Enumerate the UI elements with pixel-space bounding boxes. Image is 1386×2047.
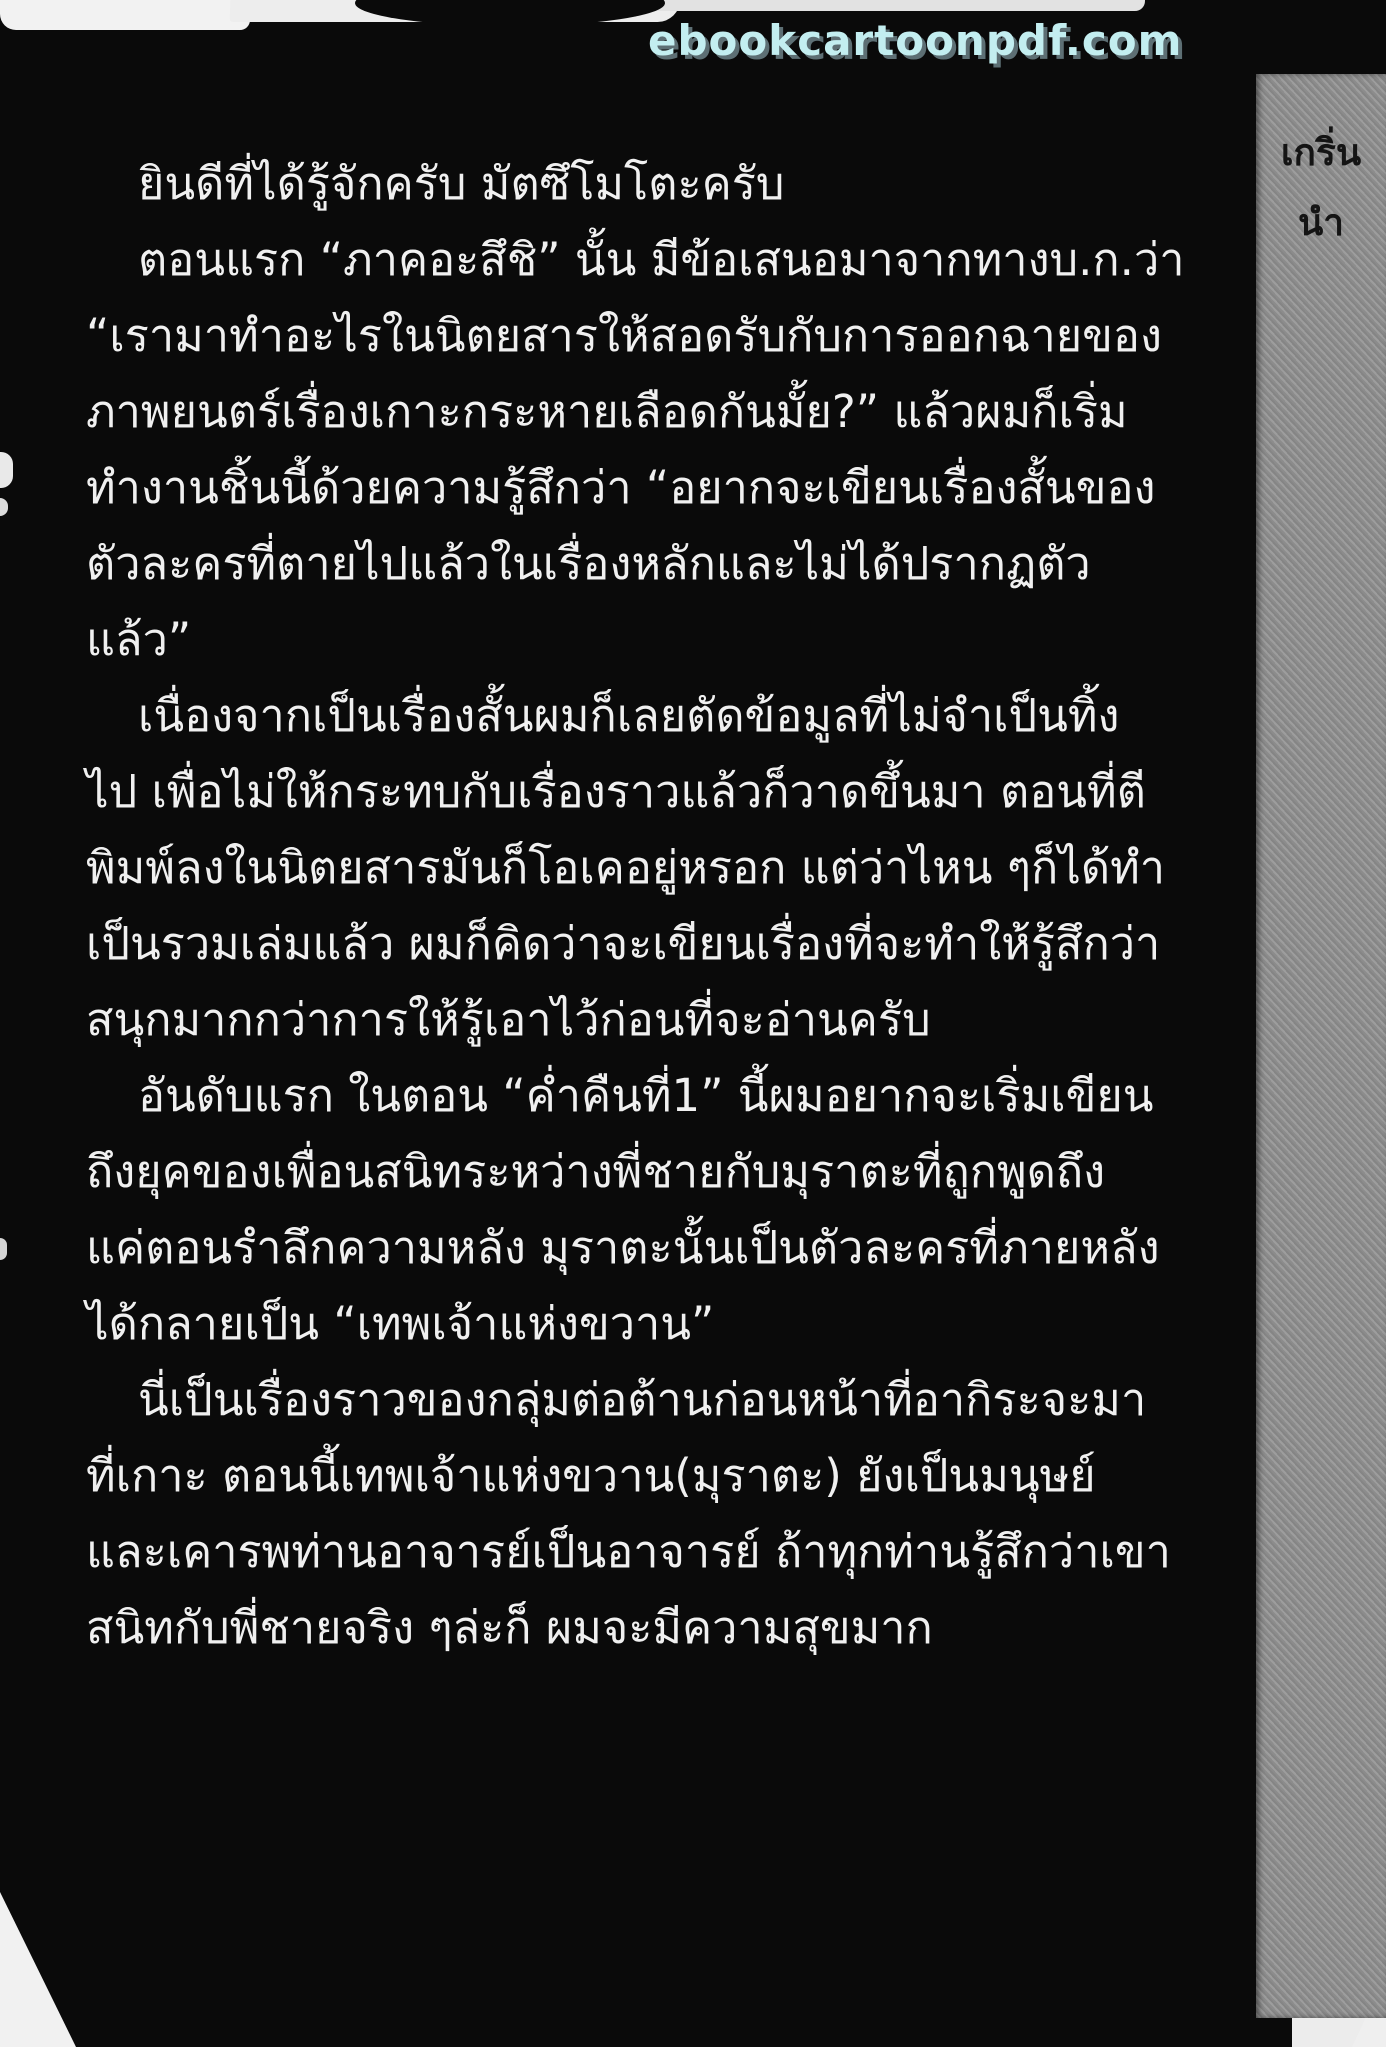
text-line-7: แล้ว”	[86, 613, 192, 666]
chapter-tab-line-1: เกริ่น	[1280, 131, 1362, 174]
text-line-15: แค่ตอนรำลึกความหลัง มุราตะนั้นเป็นตัวละครที่ภายหลัง	[86, 1221, 1160, 1274]
text-line-5: ทำงานชิ้นนี้ด้วยความรู้สึกว่า “อยากจะเขียนเรื่องสั้นของ	[86, 461, 1156, 514]
paper-edge-speck	[0, 498, 8, 516]
text-line-17: นี่เป็นเรื่องราวของกลุ่มต่อต้านก่อนหน้าที่อากิระจะมา	[138, 1373, 1147, 1426]
text-line-18: ที่เกาะ ตอนนี้เทพเจ้าแห่งขวาน(มุราตะ) ยังเป็นมนุษย์	[86, 1449, 1096, 1502]
text-line-9: ไป เพื่อไม่ให้กระทบกับเรื่องราวแล้วก็วาดขึ้นมา ตอนที่ตี	[86, 765, 1146, 818]
paper-edge-speck	[0, 1238, 7, 1260]
body-text-block	[86, 146, 1185, 1666]
text-line-8: เนื่องจากเป็นเรื่องสั้นผมก็เลยตัดข้อมูลที่ไม่จำเป็นทิ้ง	[138, 689, 1120, 742]
text-line-12: สนุกมากกว่าการให้รู้เอาไว้ก่อนที่จะอ่านครับ	[86, 993, 931, 1046]
scan-shadow-blob	[355, 0, 665, 26]
text-line-19: และเคารพท่านอาจารย์เป็นอาจารย์ ถ้าทุกท่านรู้สึกว่าเขา	[86, 1525, 1171, 1578]
paper-edge-speck	[0, 452, 13, 488]
chapter-tab-line-2: นำ	[1297, 201, 1345, 244]
text-line-10: พิมพ์ลงในนิตยสารมันก็โอเคอยู่หรอก แต่ว่าไหน ๆก็ได้ทำ	[86, 841, 1166, 894]
paper-top-edge-left	[0, 0, 250, 30]
paper-corner-fold-bottom-left	[0, 1892, 76, 2047]
text-line-11: เป็นรวมเล่มแล้ว ผมก็คิดว่าจะเขียนเรื่องที่จะทำให้รู้สึกว่า	[86, 917, 1161, 970]
text-line-2: ตอนแรก “ภาคอะสึชิ” นั้น มีข้อเสนอมาจากทางบ.ก.ว่า	[138, 233, 1185, 286]
watermark-text: ebookcartoonpdf.com	[648, 16, 1183, 65]
text-line-20: สนิทกับพี่ชายจริง ๆล่ะก็ ผมจะมีความสุขมาก	[86, 1601, 933, 1654]
text-line-16: ได้กลายเป็น “เทพเจ้าแห่งขวาน”	[86, 1297, 715, 1350]
text-line-1: ยินดีที่ได้รู้จักครับ มัตซึโมโตะครับ	[138, 157, 785, 210]
text-line-3: “เรามาทำอะไรในนิตยสารให้สอดรับกับการออกฉายของ	[86, 309, 1162, 362]
text-line-14: ถึงยุคของเพื่อนสนิทระหว่างพี่ชายกับมุราตะที่ถูกพูดถึง	[86, 1145, 1106, 1198]
chapter-tab	[1256, 118, 1386, 258]
text-line-4: ภาพยนตร์เรื่องเกาะกระหายเลือดกันมั้ย?” แล้วผมก็เริ่ม	[86, 385, 1128, 438]
text-line-6: ตัวละครที่ตายไปแล้วในเรื่องหลักและไม่ได้ปรากฏตัว	[86, 537, 1091, 590]
text-line-13: อันดับแรก ในตอน “ค่ำคืนที่1” นี้ผมอยากจะเริ่มเขียน	[138, 1069, 1154, 1122]
paper-top-edge-right	[645, 0, 1145, 11]
binding-strip	[1256, 74, 1386, 2018]
